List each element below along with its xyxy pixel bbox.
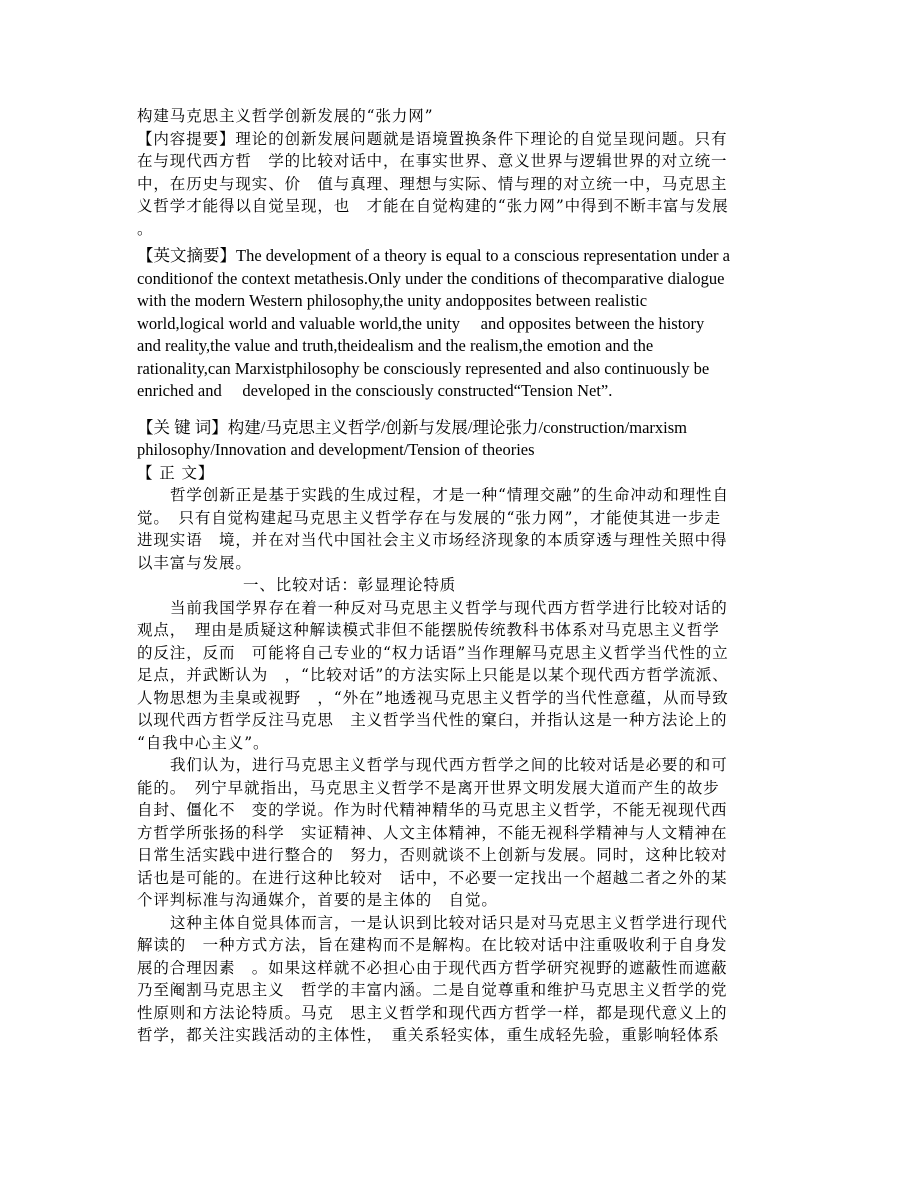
paragraph-line: 乃至阉割马克思主义 哲学的丰富内涵。二是自觉尊重和维护马克思主义哲学的党 (137, 981, 728, 999)
paragraph-line: 观点， 理由是质疑这种解读模式非但不能摆脱传统教科书体系对马克思主义哲学 (137, 621, 720, 639)
abstract-en-line: with the modern Western philosophy,the unity andopposites between realistic (137, 291, 648, 310)
paragraph-line: 进现实语 境，并在对当代中国社会主义市场经济现象的本质穿透与理性关照中得 (137, 531, 728, 549)
keywords-line: philosophy/Innovation and development/Tension of theories (137, 440, 535, 459)
abstract-en-line: and reality,the value and truth,theidealism and the realism,the emotion and the (137, 336, 654, 355)
abstract-en-line: 【英文摘要】The development of a theory is equal to a conscious representation under a (137, 246, 730, 265)
paragraph-line: 解读的 一种方式方法，旨在建构而不是解构。在比较对话中注重吸收利于自身发 (137, 936, 728, 954)
paragraph-line: 方哲学所张扬的科学 实证精神、人文主体精神，不能无视科学精神与人文精神在 (137, 823, 728, 842)
document-page (137, 105, 787, 1047)
paragraph-1 (137, 597, 787, 755)
abstract-chinese (137, 128, 787, 241)
abstract-zh-line: 中，在历史与现实、价 值与真理、理想与实际、情与理的对立统一中，马克思主 (137, 174, 728, 193)
paragraph-line: 个评判标准与沟通媒介，首要的是主体的 自觉。 (137, 891, 498, 909)
abstract-zh-line: 在与现代西方哲 学的比较对话中，在事实世界、意义世界与逻辑世界的对立统一 (137, 152, 728, 170)
abstract-zh-line: 【内容提要】理论的创新发展问题就是语境置换条件下理论的自觉呈现问题。只有 (137, 129, 728, 148)
keywords (137, 417, 787, 462)
paragraph-line: 话也是可能的。在进行这种比较对 话中，不必要一定找出一个超越二者之外的某 (137, 868, 728, 887)
abstract-zh-line: 义哲学才能得以自觉呈现，也 才能在自觉构建的“张力网”中得到不断丰富与发展 (137, 197, 729, 215)
paragraph-line: 以丰富与发展。 (137, 553, 252, 572)
paragraph-line: 足点，并武断认为 ，“比较对话”的方法实际上只能是以某个现代西方哲学流派、 (137, 666, 729, 684)
abstract-english (137, 245, 787, 403)
abstract-en-line: enriched and developed in the consciously constructed“Tension Net”. (137, 381, 613, 400)
keywords-line: 【关 键 词】构建/马克思主义哲学/创新与发展/理论张力/construction/marxism (137, 417, 687, 437)
abstract-en-line: conditionof the context metathesis.Only under the conditions of thecomparative dialogue (137, 268, 725, 288)
paragraph-line: 日常生活实践中进行整合的 努力，否则就谈不上创新与发展。同时，这种比较对 (137, 846, 728, 864)
paragraph-2 (137, 754, 787, 912)
paragraph-line: 哲学创新正是基于实践的生成过程，才是一种“情理交融”的生命冲动和理性自 (170, 486, 729, 504)
paragraph-line: 这种主体自觉具体而言，一是认识到比较对话只是对马克思主义哲学进行现代 (170, 913, 728, 932)
paragraph-line: 能的。 列宁早就指出，马克思主义哲学不是离开世界文明发展大道而产生的故步 (137, 778, 720, 797)
paragraph-line: 展的合理因素 。如果这样就不必担心由于现代西方哲学研究视野的遮蔽性而遮蔽 (137, 958, 728, 977)
paragraph-line: 当前我国学界存在着一种反对马克思主义哲学与现代西方哲学进行比较对话的 (170, 598, 728, 617)
paragraph-3 (137, 912, 787, 1047)
article-title: 构建马克思主义哲学创新发展的“张力网” (137, 107, 434, 125)
paragraph-line: 的反注，反而 可能将自己专业的“权力话语”当作理解马克思主义哲学当代性的立 (137, 643, 729, 662)
abstract-en-line: world,logical world and valuable world,the unity and opposites between the history (137, 313, 705, 333)
paragraph-line: 觉。 只有自觉构建起马克思主义哲学存在与发展的“张力网”，才能使其进一步走 (137, 508, 721, 527)
abstract-zh-line: 。 (137, 219, 154, 238)
paragraph-line: 人物思想为圭臬或视野 ，“外在”地透视马克思主义哲学的当代性意蕴，从而导致 (137, 688, 729, 707)
paragraph-line: 以现代西方哲学反注马克思 主义哲学当代性的窠臼，并指认这是一种方法论上的 (137, 711, 728, 729)
body-label: 【 正 文】 (137, 463, 215, 482)
section-heading: 一、比较对话：彰显理论特质 (243, 576, 457, 594)
paragraph-line: 自封、僵化不 变的学说。作为时代精神精华的马克思主义哲学，不能无视现代西 (137, 801, 728, 819)
paragraph-line: 性原则和方法论特质。马克 思主义哲学和现代西方哲学一样，都是现代意义上的 (137, 1003, 728, 1022)
paragraph-line: 我们认为，进行马克思主义哲学与现代西方哲学之间的比较对话是必要的和可 (170, 756, 728, 774)
paragraph-line: “自我中心主义”。 (137, 733, 270, 752)
abstract-en-line: rationality,can Marxistphilosophy be consciously represented and also continuously be (137, 358, 710, 378)
paragraph-line: 哲学，都关注实践活动的主体性， 重关系轻实体，重生成轻先验，重影响轻体系 (137, 1026, 720, 1044)
intro-paragraph (137, 484, 787, 574)
